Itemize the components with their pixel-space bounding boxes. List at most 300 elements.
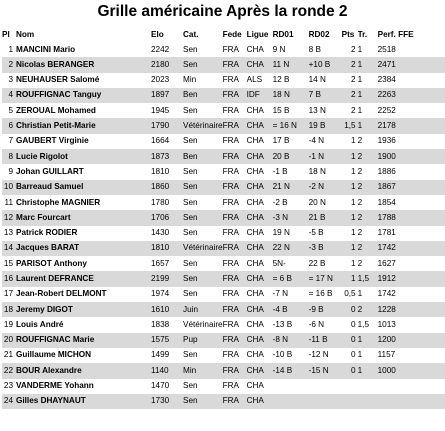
cell-pts: 0 — [342, 363, 358, 378]
cell-perf: 1788 — [378, 210, 445, 225]
cell-elo: 1499 — [151, 348, 183, 363]
cell-perf: 1742 — [378, 241, 445, 256]
cell-cat: Sen — [183, 256, 223, 271]
cell-perf: 2252 — [378, 103, 445, 118]
cell-nom: ROUFFIGNAC Marie — [16, 333, 151, 348]
cell-pl: 8 — [2, 149, 16, 164]
table-row — [2, 164, 445, 179]
cell-cat: Sen — [183, 271, 223, 286]
cell-cat: Ben — [183, 88, 223, 103]
header-fede: Fede — [222, 29, 242, 39]
cell-tr: 1 — [358, 88, 378, 103]
cell-fede: FRA — [223, 103, 247, 118]
cell-rd02: -2 N — [309, 180, 342, 195]
cell-pl: 19 — [2, 317, 16, 332]
cell-elo: 1575 — [151, 333, 183, 348]
cell-fede: FRA — [223, 333, 247, 348]
cell-rd01: -13 B — [273, 317, 309, 332]
cell-cat: Sen — [183, 195, 223, 210]
cell-rd02: -4 N — [309, 134, 342, 149]
cell-nom: VANDERME Yohann — [16, 379, 151, 394]
cell-elo: 2180 — [151, 57, 183, 72]
cell-nom: Jean-Robert DELMONT — [16, 287, 151, 302]
cell-pts: 1,5 — [342, 118, 358, 133]
standings-table — [2, 28, 445, 409]
cell-cat: Vétérinaire — [183, 241, 223, 256]
cell-perf: 1867 — [378, 180, 445, 195]
table-row — [2, 271, 445, 286]
cell-ligue: CHA — [247, 256, 273, 271]
cell-cat: Sen — [183, 180, 223, 195]
cell-pl: 11 — [2, 195, 16, 210]
cell-rd02: 20 N — [309, 195, 342, 210]
cell-perf: 1912 — [378, 271, 445, 286]
cell-perf: 1854 — [378, 195, 445, 210]
cell-pl: 23 — [2, 379, 16, 394]
cell-ligue: CHA — [247, 118, 273, 133]
cell-rd02: -3 B — [309, 241, 342, 256]
cell-rd02: +10 B — [309, 57, 342, 72]
cell-nom: Patrick RODIER — [16, 226, 151, 241]
cell-pts: 2 — [342, 57, 358, 72]
cell-ligue: CHA — [247, 57, 273, 72]
table-row — [2, 379, 445, 394]
cell-cat: Vétérinaire — [183, 118, 223, 133]
cell-cat: Sen — [183, 348, 223, 363]
header-pl: Pl — [2, 29, 10, 39]
cell-rd02: 22 B — [309, 256, 342, 271]
cell-tr: 2 — [358, 134, 378, 149]
cell-perf: 1781 — [378, 226, 445, 241]
cell-rd02: 18 N — [309, 164, 342, 179]
cell-perf: 1200 — [378, 333, 445, 348]
cell-rd01: 9 N — [273, 42, 309, 57]
cell-elo: 1810 — [151, 164, 183, 179]
cell-tr: 2 — [358, 210, 378, 225]
cell-fede: FRA — [223, 73, 247, 88]
cell-elo: 2199 — [151, 271, 183, 286]
cell-tr: 1 — [358, 348, 378, 363]
cell-tr: 1 — [358, 42, 378, 57]
cell-nom: Lucie Rigolot — [16, 149, 151, 164]
cell-nom: MANCINI Mario — [16, 42, 151, 57]
table-row — [2, 256, 445, 271]
cell-pts: 1 — [342, 256, 358, 271]
cell-pl: 16 — [2, 271, 16, 286]
cell-elo: 2242 — [151, 42, 183, 57]
cell-rd01: 18 N — [273, 88, 309, 103]
cell-rd01: 21 N — [273, 180, 309, 195]
cell-fede: FRA — [223, 210, 247, 225]
cell-nom: Nicolas BERANGER — [16, 57, 151, 72]
cell-rd02 — [309, 394, 342, 409]
cell-pts: 1 — [342, 195, 358, 210]
cell-elo: 1140 — [151, 363, 183, 378]
cell-nom: Gilles DHAYNAUT — [16, 394, 151, 409]
cell-perf: 1157 — [378, 348, 445, 363]
cell-tr: 2 — [358, 226, 378, 241]
cell-pl: 17 — [2, 287, 16, 302]
cell-nom: Jeremy DIGOT — [16, 302, 151, 317]
cell-elo: 1430 — [151, 226, 183, 241]
cell-rd01: 17 B — [273, 134, 309, 149]
cell-pts: 0 — [342, 302, 358, 317]
cell-rd01: = 16 N — [273, 118, 309, 133]
cell-perf — [378, 379, 445, 394]
header-tr: Tr. — [357, 29, 368, 39]
page-title: Grille américaine Après la ronde 2 — [97, 3, 348, 20]
cell-rd01: -8 N — [273, 333, 309, 348]
cell-tr: 1 — [358, 57, 378, 72]
cell-ligue: CHA — [247, 348, 273, 363]
cell-fede: FRA — [223, 271, 247, 286]
cell-ligue: CHA — [247, 134, 273, 149]
table-row — [2, 195, 445, 210]
cell-fede: FRA — [223, 226, 247, 241]
cell-rd01: -1 B — [273, 164, 309, 179]
table-row — [2, 103, 445, 118]
cell-pts — [342, 394, 358, 409]
cell-cat: Sen — [183, 379, 223, 394]
cell-rd02: 13 N — [309, 103, 342, 118]
cell-tr: 2 — [358, 302, 378, 317]
cell-fede: FRA — [223, 241, 247, 256]
header-ligue: Ligue — [246, 29, 269, 39]
cell-elo: 1945 — [151, 103, 183, 118]
table-row — [2, 57, 445, 72]
cell-nom: NEUHAUSER Salomé — [16, 73, 151, 88]
cell-pts: 1 — [342, 241, 358, 256]
cell-tr: 2 — [358, 149, 378, 164]
cell-tr: 1,5 — [358, 317, 378, 332]
cell-rd01: 12 B — [273, 73, 309, 88]
cell-pl: 4 — [2, 88, 16, 103]
cell-elo: 1790 — [151, 118, 183, 133]
cell-ligue: CHA — [247, 149, 273, 164]
cell-rd02: -1 N — [309, 149, 342, 164]
cell-fede: FRA — [223, 149, 247, 164]
cell-cat: Pup — [183, 333, 223, 348]
cell-perf: 1886 — [378, 164, 445, 179]
cell-rd01 — [273, 379, 309, 394]
header-perf: Perf. FFE — [377, 29, 414, 39]
cell-nom: Christian Petit-Marie — [16, 118, 151, 133]
table-row — [2, 317, 445, 332]
cell-ligue: CHA — [247, 241, 273, 256]
cell-elo: 1610 — [151, 302, 183, 317]
cell-perf: 1013 — [378, 317, 445, 332]
cell-tr: 1 — [358, 103, 378, 118]
cell-tr — [358, 394, 378, 409]
cell-rd01: -7 N — [273, 287, 309, 302]
cell-ligue: CHA — [247, 103, 273, 118]
cell-pts: 1 — [342, 134, 358, 149]
cell-perf: 1627 — [378, 256, 445, 271]
header-rd01: RD01 — [272, 29, 294, 39]
header-elo: Elo — [151, 29, 164, 39]
cell-tr: 2 — [358, 195, 378, 210]
cell-elo: 1838 — [151, 317, 183, 332]
cell-rd02: = 16 B — [309, 287, 342, 302]
cell-pl: 13 — [2, 226, 16, 241]
cell-cat: Sen — [183, 134, 223, 149]
cell-fede: FRA — [223, 287, 247, 302]
table-row — [2, 363, 445, 378]
cell-tr: 1 — [358, 118, 378, 133]
cell-cat: Sen — [183, 57, 223, 72]
header-row — [2, 28, 445, 42]
cell-pl: 22 — [2, 363, 16, 378]
cell-elo: 1780 — [151, 195, 183, 210]
cell-nom: Louis André — [16, 317, 151, 332]
cell-tr: 1 — [358, 363, 378, 378]
cell-pl: 7 — [2, 134, 16, 149]
cell-ligue: IDF — [247, 88, 273, 103]
cell-pl: 5 — [2, 103, 16, 118]
cell-rd01: = 6 B — [273, 271, 309, 286]
cell-rd01: 11 N — [273, 57, 309, 72]
cell-ligue: CHA — [247, 394, 273, 409]
cell-rd01: -10 B — [273, 348, 309, 363]
cell-rd02: -9 B — [309, 302, 342, 317]
cell-tr: 2 — [358, 180, 378, 195]
cell-cat: Juin — [183, 302, 223, 317]
cell-perf: 2518 — [378, 42, 445, 57]
cell-rd02: 8 B — [309, 42, 342, 57]
cell-tr: 1,5 — [358, 271, 378, 286]
cell-pts: 0,5 — [342, 287, 358, 302]
cell-rd02: 21 B — [309, 210, 342, 225]
cell-elo: 1974 — [151, 287, 183, 302]
cell-rd02 — [309, 379, 342, 394]
cell-ligue: CHA — [247, 317, 273, 332]
cell-elo: 1664 — [151, 134, 183, 149]
cell-cat: Sen — [183, 103, 223, 118]
cell-pts: 2 — [342, 42, 358, 57]
cell-pl: 14 — [2, 241, 16, 256]
cell-ligue: CHA — [247, 180, 273, 195]
cell-elo: 1873 — [151, 149, 183, 164]
table-row — [2, 73, 445, 88]
cell-elo: 1657 — [151, 256, 183, 271]
cell-pts: 1 — [342, 149, 358, 164]
cell-perf: 2178 — [378, 118, 445, 133]
cell-pts: 2 — [342, 88, 358, 103]
cell-perf: 2471 — [378, 57, 445, 72]
cell-nom: Jacques BARAT — [16, 241, 151, 256]
cell-ligue: ALS — [247, 73, 273, 88]
cell-pl: 20 — [2, 333, 16, 348]
cell-pts: 1 — [342, 180, 358, 195]
header-pts: Pts — [341, 29, 355, 39]
cell-pl: 10 — [2, 180, 16, 195]
cell-fede: FRA — [223, 317, 247, 332]
cell-nom: Marc Fourcart — [16, 210, 151, 225]
cell-cat: Sen — [183, 164, 223, 179]
cell-nom: GAUBERT Virginie — [16, 134, 151, 149]
cell-cat: Sen — [183, 42, 223, 57]
cell-rd02: -5 B — [309, 226, 342, 241]
cell-rd01: 19 N — [273, 226, 309, 241]
cell-ligue: CHA — [247, 302, 273, 317]
header-cat: Cat. — [183, 29, 199, 39]
cell-perf: 1742 — [378, 287, 445, 302]
cell-cat: Sen — [183, 394, 223, 409]
cell-cat: Min — [183, 363, 223, 378]
cell-pl: 2 — [2, 57, 16, 72]
cell-perf: 2384 — [378, 73, 445, 88]
cell-pl: 3 — [2, 73, 16, 88]
table-row — [2, 394, 445, 409]
cell-fede: FRA — [223, 302, 247, 317]
cell-pl: 24 — [2, 394, 16, 409]
table-row — [2, 241, 445, 256]
cell-ligue: CHA — [247, 42, 273, 57]
cell-pts: 0 — [342, 317, 358, 332]
cell-nom: Johan GUILLART — [16, 164, 151, 179]
cell-rd02: = 17 N — [309, 271, 342, 286]
cell-ligue: CHA — [247, 195, 273, 210]
cell-rd02: 7 B — [309, 88, 342, 103]
cell-rd01: -4 B — [273, 302, 309, 317]
cell-rd01: -14 B — [273, 363, 309, 378]
cell-nom: Guillaume MICHON — [16, 348, 151, 363]
cell-cat: Sen — [183, 287, 223, 302]
cell-cat: Sen — [183, 210, 223, 225]
cell-perf: 1000 — [378, 363, 445, 378]
cell-rd02: 19 B — [309, 118, 342, 133]
cell-cat: Vétérinaire — [183, 317, 223, 332]
cell-rd02: 14 N — [309, 73, 342, 88]
cell-rd01: 22 N — [273, 241, 309, 256]
table-row — [2, 134, 445, 149]
header-nom: Nom — [16, 29, 35, 39]
cell-pl: 12 — [2, 210, 16, 225]
cell-nom: PARISOT Anthony — [16, 256, 151, 271]
cell-perf: 1900 — [378, 149, 445, 164]
cell-rd01: 5N- — [273, 256, 309, 271]
cell-tr: 1 — [358, 287, 378, 302]
cell-pts: 1 — [342, 226, 358, 241]
cell-pl: 9 — [2, 164, 16, 179]
cell-pts: 0 — [342, 348, 358, 363]
cell-tr: 2 — [358, 256, 378, 271]
cell-ligue: CHA — [247, 210, 273, 225]
cell-pts: 1 — [342, 271, 358, 286]
cell-fede: FRA — [223, 363, 247, 378]
cell-rd01 — [273, 394, 309, 409]
cell-nom: BOUR Alexandre — [16, 363, 151, 378]
cell-perf: 1936 — [378, 134, 445, 149]
cell-fede: FRA — [223, 180, 247, 195]
cell-pl: 21 — [2, 348, 16, 363]
cell-nom: Christophe MAGNIER — [16, 195, 151, 210]
table-row — [2, 302, 445, 317]
table-row — [2, 42, 445, 57]
cell-fede: FRA — [223, 195, 247, 210]
table-row — [2, 88, 445, 103]
cell-pl: 18 — [2, 302, 16, 317]
table-row — [2, 118, 445, 133]
cell-fede: FRA — [223, 57, 247, 72]
cell-pts: 0 — [342, 333, 358, 348]
cell-tr: 1 — [358, 73, 378, 88]
cell-cat: Ben — [183, 149, 223, 164]
cell-perf: 2263 — [378, 88, 445, 103]
cell-ligue: CHA — [247, 333, 273, 348]
cell-nom: Laurent DEFRANCE — [16, 271, 151, 286]
cell-elo: 1706 — [151, 210, 183, 225]
cell-pl: 15 — [2, 256, 16, 271]
cell-rd01: 20 B — [273, 149, 309, 164]
cell-cat: Min — [183, 73, 223, 88]
cell-pts: 1 — [342, 210, 358, 225]
cell-ligue: CHA — [247, 287, 273, 302]
cell-elo: 1897 — [151, 88, 183, 103]
cell-pts: 2 — [342, 103, 358, 118]
cell-rd02: -15 N — [309, 363, 342, 378]
cell-fede: FRA — [223, 164, 247, 179]
cell-rd01: -2 B — [273, 195, 309, 210]
header-rd02: RD02 — [308, 29, 330, 39]
table-row — [2, 226, 445, 241]
cell-fede: FRA — [223, 118, 247, 133]
cell-tr: 2 — [358, 164, 378, 179]
table-row — [2, 333, 445, 348]
cell-ligue: CHA — [247, 271, 273, 286]
cell-cat: Sen — [183, 226, 223, 241]
cell-nom: ZEROUAL Mohamed — [16, 103, 151, 118]
cell-fede: FRA — [223, 348, 247, 363]
cell-ligue: CHA — [247, 379, 273, 394]
cell-pts: 1 — [342, 164, 358, 179]
cell-perf: 1228 — [378, 302, 445, 317]
cell-perf — [378, 394, 445, 409]
cell-rd02: -12 N — [309, 348, 342, 363]
cell-fede: FRA — [223, 134, 247, 149]
table-body — [2, 42, 445, 409]
cell-fede: FRA — [223, 379, 247, 394]
cell-fede: FRA — [223, 394, 247, 409]
cell-elo: 1860 — [151, 180, 183, 195]
cell-elo: 1730 — [151, 394, 183, 409]
table-row — [2, 210, 445, 225]
cell-ligue: CHA — [247, 363, 273, 378]
cell-fede: FRA — [223, 256, 247, 271]
cell-pl: 1 — [2, 42, 16, 57]
cell-tr: 1 — [358, 333, 378, 348]
cell-fede: FRA — [223, 42, 247, 57]
cell-elo: 1810 — [151, 241, 183, 256]
table-row — [2, 180, 445, 195]
table-row — [2, 287, 445, 302]
cell-pts: 2 — [342, 73, 358, 88]
cell-rd02: -6 N — [309, 317, 342, 332]
cell-rd01: -3 N — [273, 210, 309, 225]
cell-ligue: CHA — [247, 164, 273, 179]
cell-nom: ROUFFIGNAC Tanguy — [16, 88, 151, 103]
cell-rd01: 15 B — [273, 103, 309, 118]
cell-fede: FRA — [223, 88, 247, 103]
cell-elo: 2023 — [151, 73, 183, 88]
cell-pts — [342, 379, 358, 394]
cell-pl: 6 — [2, 118, 16, 133]
cell-tr: 2 — [358, 241, 378, 256]
cell-nom: Barreaud Samuel — [16, 180, 151, 195]
table-row — [2, 149, 445, 164]
cell-ligue: CHA — [247, 226, 273, 241]
cell-rd02: -11 B — [309, 333, 342, 348]
